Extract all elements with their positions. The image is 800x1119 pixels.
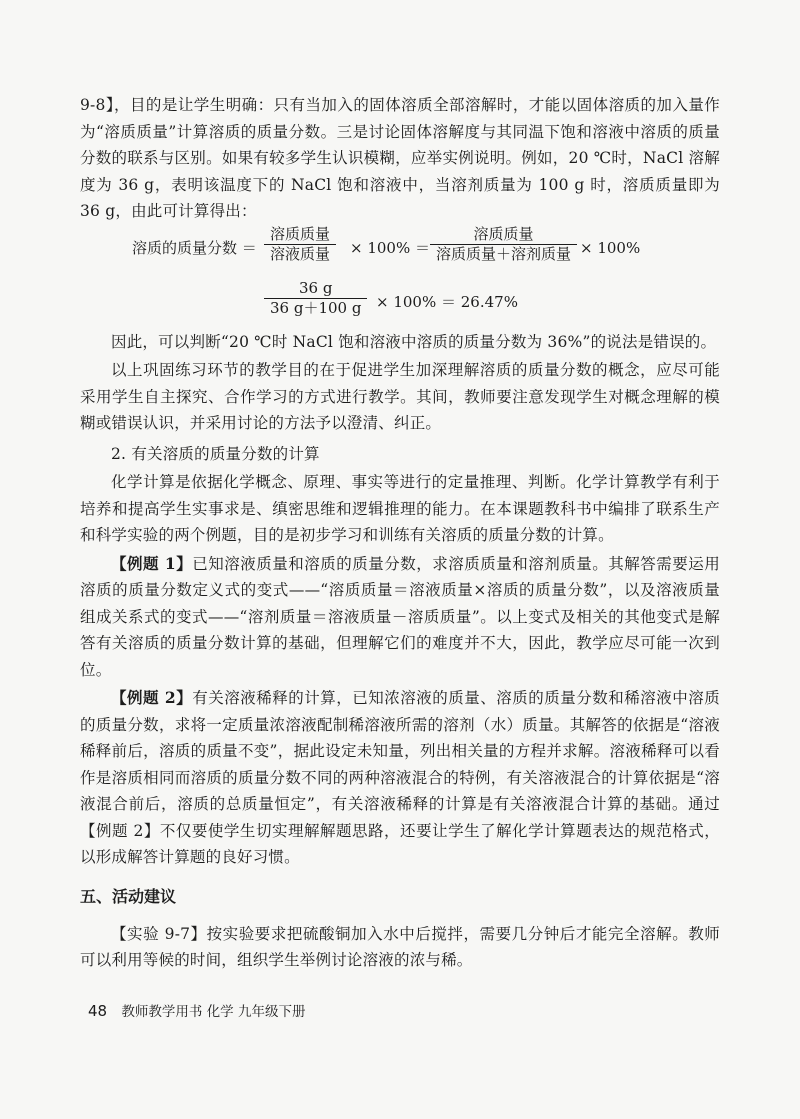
mass-fraction-formula (80, 225, 720, 329)
book-title: 教师教学用书 化学 九年级下册 (121, 1004, 306, 1020)
fraction-3-numerator: 36 g (264, 279, 367, 299)
fraction-2 (430, 225, 577, 264)
subheading-calculation: 2. 有关溶质的质量分数的计算 (111, 444, 320, 463)
paragraph-conclusion: 因此，可以判断“20 ℃时 NaCl 饱和溶液中溶质的质量分数为 36%”的说法是错误的。 (111, 332, 717, 351)
fraction-2-denominator: 溶质质量＋溶剂质量 (436, 244, 572, 263)
section-heading-activity: 五、活动建议 (80, 886, 177, 906)
paragraph-chemical-calculation: 化学计算是依据化学概念、原理、事实等进行的定量推理、判断。化学计算教学有利于培养和提高学生实事求是、缜密思维和逻辑推理的能力。在本课题教科书中编排了联系生产和科学实验的两个例题，目的是初步学习和训练有关溶质的质量分数的计算。 (80, 473, 720, 544)
formula-lhs: 溶质的质量分数 ＝ (132, 238, 257, 257)
paragraph-experiment: 【实验 9-7】按实验要求把硫酸铜加入水中后搅拌，需要几分钟后才能完全溶解。教师可以利用等候的时间，组织学生举例讨论溶液的浓与稀。 (80, 924, 720, 969)
fraction-1 (264, 225, 336, 264)
example-1-label: 【例题 1】 (111, 553, 193, 573)
fraction-3 (264, 279, 367, 318)
paragraph-consolidation: 以上巩固练习环节的教学目的在于促进学生加深理解溶质的质量分数的概念，应尽可能采用学生自主探究、合作学习的方式进行教学。其间，教师要注意发现学生对概念理解的模糊或错误认识，并采用讨论的方法予以澄清、纠正。 (80, 361, 720, 432)
page-footer (88, 1000, 305, 1020)
formula-times-1: × 100% ＝ (350, 238, 430, 257)
example-1-text: 已知溶液质量和溶质的质量分数，求溶质质量和溶剂质量。其解答需要运用溶质的质量分数定义式的变式——“溶质质量＝溶液质量×溶质的质量分数”，以及溶液质量组成关系式的变式——“溶剂质量＝溶液质量－溶质质量”。以上变式及相关的其他变式是解答有关溶质的质量分数计算的基础，但理解它们的难度并不大，因此，教学应尽可能一次到位。 (80, 554, 720, 679)
fraction-1-numerator: 溶质质量 (264, 225, 336, 245)
paragraph-example-2 (80, 685, 720, 871)
formula-times-2: × 100% (580, 238, 641, 257)
example-2-label: 【例题 2】 (111, 688, 193, 707)
fraction-2-numerator: 溶质质量 (430, 225, 577, 245)
formula-result: × 100% ＝ 26.47% (376, 292, 518, 311)
paragraph-example-1 (80, 551, 720, 684)
example-2-text: 有关溶液稀释的计算，已知浓溶液的质量、溶质的质量分数和稀溶液中溶质的质量分数，求将一定质量浓溶液配制稀溶液所需的溶剂（水）质量。其解答的依据是“溶液稀释前后，溶质的质量不变”，据此设定未知量，列出相关量的方程并求解。溶液稀释可以看作是溶质相同而溶质的质量分数不同的两种溶液混合的特例，有关溶液混合的计算依据是“溶液混合前后，溶质的总质量恒定”，有关溶液稀释的计算是有关溶液混合计算的基础。通过【例题 2】不仅要使学生切实理解解题思路，还要让学生了解化学计算题表达的规范格式，以形成解答计算题的良好习惯。 (80, 689, 720, 866)
fraction-3-denominator: 36 g＋100 g (270, 298, 362, 317)
fraction-1-denominator: 溶液质量 (270, 244, 331, 263)
page-number: 48 (88, 1002, 108, 1020)
paragraph-intro: 9-8】，目的是让学生明确：只有当加入的固体溶质全部溶解时，才能以固体溶质的加入量作为“溶质质量”计算溶质的质量分数。三是讨论固体溶解度与其同温下饱和溶液中溶质的质量分数的联系与区别。如果有较多学生认识模糊，应举实例说明。例如，20 ℃时，NaCl 溶解度为 36 g，表明该温度下的 NaCl 饱和溶液中，当溶剂质量为 100 g 时，溶质质量即为 36 g，由此可计算得出： (80, 96, 720, 220)
page-content (80, 92, 720, 974)
